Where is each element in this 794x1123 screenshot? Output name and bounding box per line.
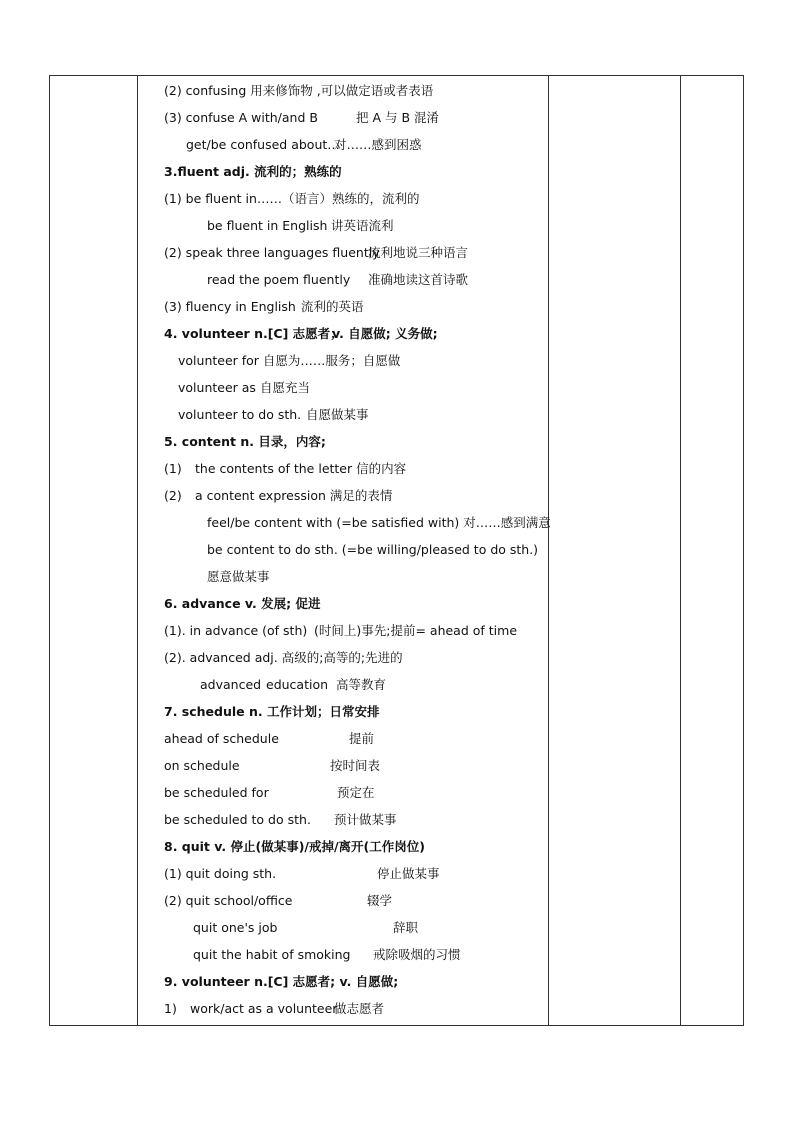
- column-divider-1: [137, 76, 138, 1025]
- note-text: be scheduled for: [164, 785, 269, 800]
- note-text: quit one's job: [193, 920, 278, 935]
- note-text: (2): [164, 488, 182, 503]
- note-text: 流利的英语: [301, 299, 364, 314]
- note-text: 1): [164, 1001, 177, 1016]
- note-text: 8. quit v. 停止(做某事)/戒掉/离开(工作岗位): [164, 839, 425, 854]
- note-text: 愿意做某事: [207, 569, 270, 584]
- note-text: quit the habit of smoking: [193, 947, 351, 962]
- note-text: 对……感到困惑: [334, 137, 422, 152]
- note-text: 3.fluent adj. 流利的；熟练的: [164, 164, 342, 179]
- note-text: be content to do sth. (=be willing/pleased to do sth.): [207, 542, 539, 557]
- note-text: advanced: [200, 677, 262, 692]
- column-divider-3: [680, 76, 681, 1025]
- note-text: be scheduled to do sth.: [164, 812, 311, 827]
- note-text: 自愿做某事: [306, 407, 369, 422]
- note-text: 停止做某事: [377, 866, 440, 881]
- note-text: 准确地读这首诗歌: [368, 272, 469, 287]
- note-text: on schedule: [164, 758, 240, 773]
- note-text: (1) be fluent in……（语言）熟练的，流利的: [164, 191, 420, 206]
- note-text: (3) fluency in English: [164, 299, 296, 314]
- note-text: (2) quit school/office: [164, 893, 293, 908]
- note-text: 预计做某事: [334, 812, 397, 827]
- note-text: (2). advanced adj. 高级的;高等的;先进的: [164, 650, 403, 665]
- note-text: ahead of schedule: [164, 731, 279, 746]
- note-text: 按时间表: [330, 758, 381, 773]
- note-text: v. 自愿做; 义务做;: [332, 326, 438, 341]
- note-text: 预定在: [337, 785, 375, 800]
- note-text: (1) quit doing sth.: [164, 866, 277, 881]
- note-text: (时间上)事先;提前= ahead of time: [314, 623, 518, 638]
- note-text: 高等教育: [336, 677, 387, 692]
- vocabulary-table: [49, 75, 744, 1026]
- note-text: 7. schedule n. 工作计划；日常安排: [164, 704, 380, 719]
- note-text: 讲英语流利: [331, 218, 394, 233]
- note-text: (2) speak three languages fluently: [164, 245, 380, 260]
- note-text: be fluent in English: [207, 218, 328, 233]
- note-text: education: [266, 677, 329, 692]
- note-text: 提前: [349, 731, 375, 746]
- note-text: (3) confuse A with/and B: [164, 110, 318, 125]
- note-text: 把 A 与 B 混淆: [356, 110, 440, 125]
- note-text: feel/be content with (=be satisfied with) 对……感到满意: [207, 515, 551, 530]
- note-text: 4. volunteer n.[C] 志愿者；: [164, 326, 343, 341]
- note-text: volunteer for 自愿为……服务；自愿做: [178, 353, 401, 368]
- note-text: get/be confused about…: [186, 137, 340, 152]
- note-text: 流利地说三种语言: [368, 245, 469, 260]
- note-text: 9. volunteer n.[C] 志愿者; v. 自愿做;: [164, 974, 399, 989]
- note-text: 戒除吸烟的习惯: [373, 947, 461, 962]
- column-divider-2: [548, 76, 549, 1025]
- note-text: 做志愿者: [334, 1001, 385, 1016]
- note-text: the contents of the letter 信的内容: [195, 461, 407, 476]
- note-text: 6. advance v. 发展; 促进: [164, 596, 321, 611]
- note-text: 5. content n. 目录，内容;: [164, 434, 326, 449]
- note-text: read the poem fluently: [207, 272, 351, 287]
- note-text: 自愿充当: [260, 380, 311, 395]
- note-text: (2) confusing 用来修饰物 ,可以做定语或者表语: [164, 83, 434, 98]
- note-text: volunteer as: [178, 380, 256, 395]
- note-text: 辞职: [393, 920, 419, 935]
- note-text: volunteer to do sth.: [178, 407, 302, 422]
- note-text: (1): [164, 461, 182, 476]
- note-text: (1). in advance (of sth): [164, 623, 308, 638]
- note-text: work/act as a volunteer: [190, 1001, 338, 1016]
- note-text: 辍学: [367, 893, 393, 908]
- note-text: a content expression 满足的表情: [195, 488, 393, 503]
